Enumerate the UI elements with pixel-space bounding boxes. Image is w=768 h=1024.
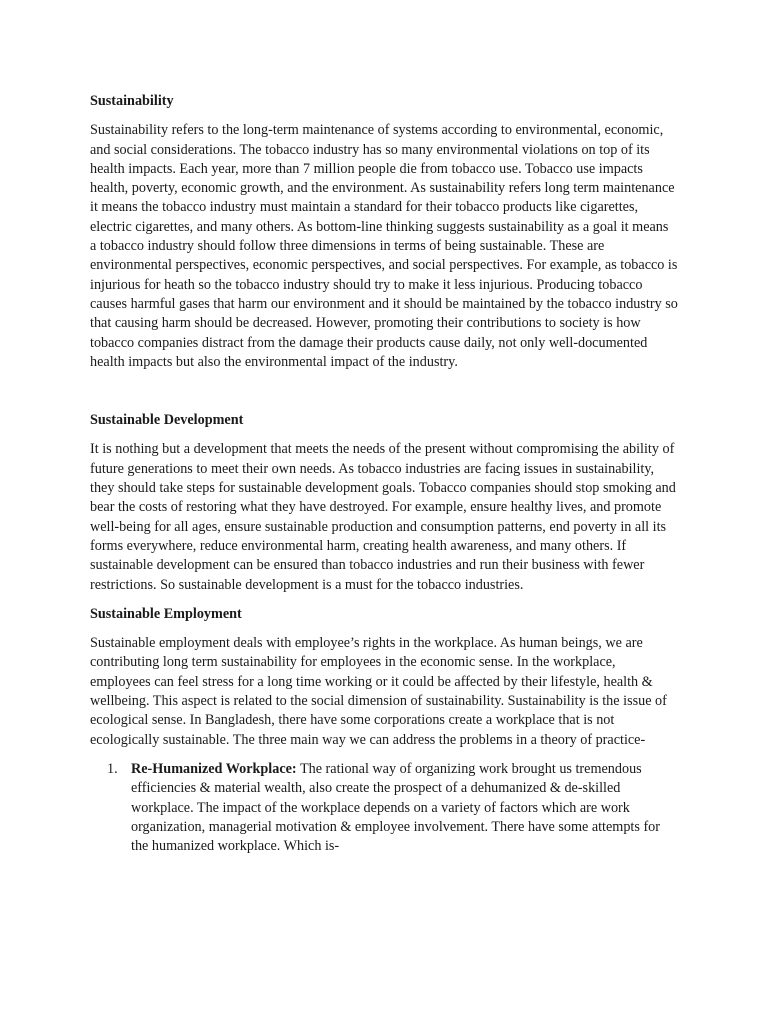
numbered-list [90,760,678,856]
list-item-text: The rational way of organizing work brought us tremendous efficiencies & material wealth, also create the prospect of a dehumanized & de-skilled workplace. The impact of the workplace depends on a variety of factors which are work organization, managerial motivation & employee involvement. There have some attempts for the humanized workplace. Which is- [131,760,660,855]
heading-sustainable-employment: Sustainable Employment [90,605,242,622]
paragraph-sustainable-employment: Sustainable employment deals with employee’s rights in the workplace. As human beings, we are contributing long term sustainability for employees in the economic sense. In the workplace, employees can feel stress for a long time working or it could be affected by their lifestyle, health & wellbeing. This aspect is related to the social dimension of sustainability. Sustainability is the issue of ecological sense. In Bangladesh, there have some corporations create a workplace that is not ecologically sustainable. The three main way we can address the problems in a theory of practice- [90,635,667,748]
list-item-term: Re-Humanized Workplace: [131,760,297,777]
list-item-number: 1. [107,760,118,777]
document-page [90,92,678,856]
paragraph-sustainable-development: It is nothing but a development that meets the needs of the present without compromising the ability of future generations to meet their own needs. As tobacco industries are facing issues in sustainability, they should take steps for sustainable development goals. Tobacco companies should stop smoking and bear the costs of restoring what they have destroyed. For example, ensure healthy lives, and promote well-being for all ages, ensure sustainable production and consumption patterns, end poverty in all its forms everywhere, reduce environmental harm, creating health awareness, and many others. If sustainable development can be ensured than tobacco industries and run their business with fewer restrictions. So sustainable development is a must for the tobacco industries. [90,441,676,593]
list-item [90,760,678,856]
heading-sustainability: Sustainability [90,93,174,109]
heading-sustainable-development: Sustainable Development [90,412,244,429]
paragraph-sustainability: Sustainability refers to the long-term maintenance of systems according to environmental, economic, and social considerations. The tobacco industry has so many environmental violations on top of its health impacts. Each year, more than 7 million people die from tobacco use. Tobacco use impacts health, poverty, economic growth, and the environment. As sustainability refers long term maintenance it means the tobacco industry must maintain a standard for their tobacco products like cigarettes, electric cigarettes, and many others. As bottom-line thinking suggests sustainability as a goal it means a tobacco industry should follow three dimensions in terms of being sustainable. These are environmental perspectives, economic perspectives, and social perspectives. For example, as tobacco is injurious for heath so the tobacco industry should try to make it less injurious. Producing tobacco causes harmful gases that harm our environment and it should be maintained by the tobacco industry so that causing harm should be decreased. However, promoting their contributions to society is how tobacco companies distract from the damage their products cause daily, not only well-documented health impacts but also the environmental impact of the industry. [90,122,678,370]
